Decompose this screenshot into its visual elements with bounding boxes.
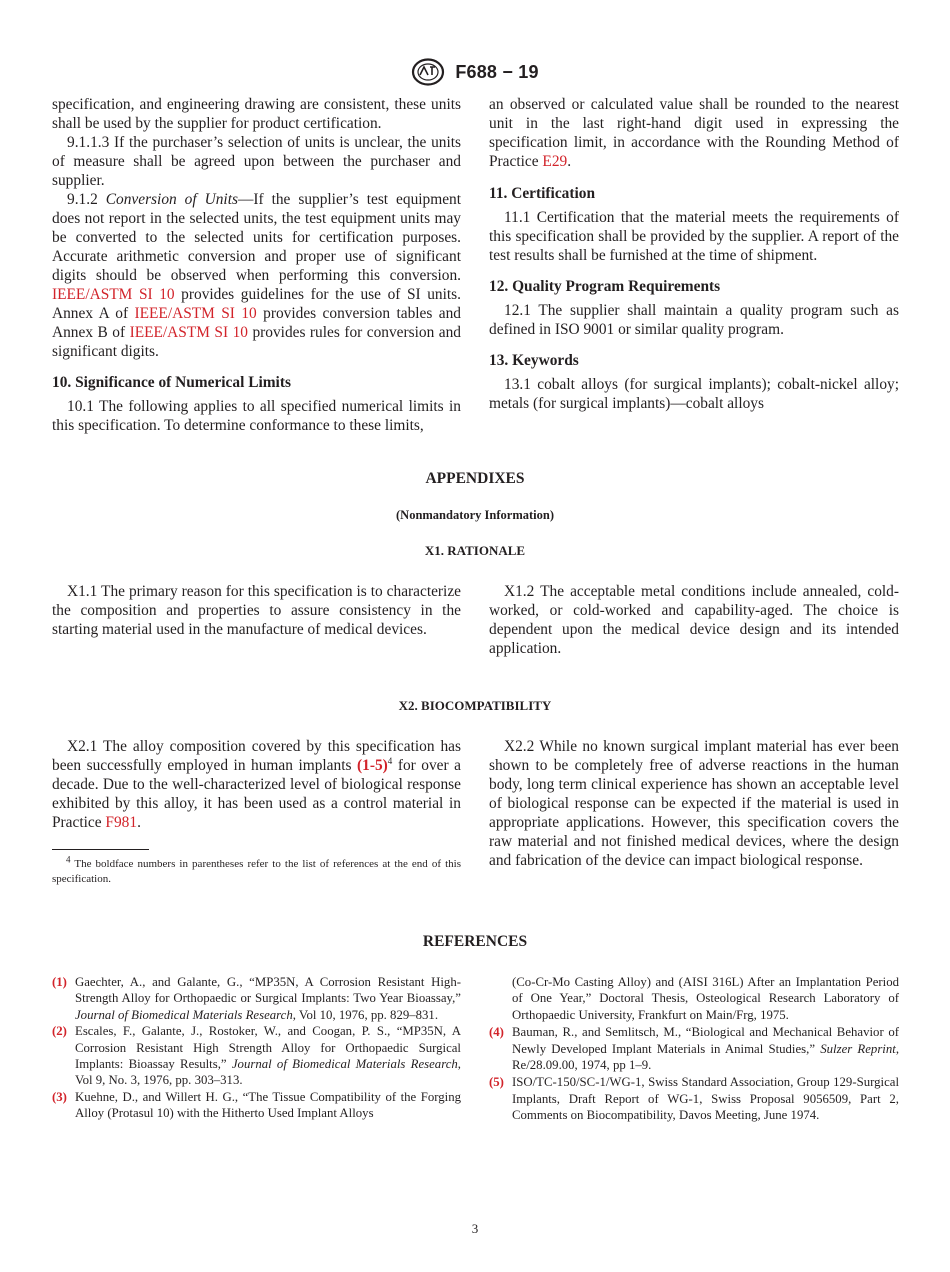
reference-item: (4) Bauman, R., and Semlitsch, M., “Biological and Mechanical Behavior of Newly Developed Implant Materials in Animal Studies,” Sulzer Reprint, Re/28.09.00, 1974, pp 1–9. [489,1025,900,1073]
paragraph: 9.1.1.3 If the purchaser’s selection of units is unclear, the units of measure shall be agreed upon between the purchaser and supplier. [52,134,461,189]
reference-item: (3) Kuehne, D., and Willert H. G., “The Tissue Compatibility of the Forging Alloy (Protasul 10) with the Hitherto Used Implant Alloys [52,1089,461,1121]
x2-left [52,737,461,832]
paragraph: 10.1 The following applies to all specified numerical limits in this specification. To determine conformance to these limits, [52,398,461,434]
footnote: $^4$ The boldface numbers in parentheses refer to the list of references at the end of this specification. [52,854,461,885]
x1-title: X1. RATIONALE [424,543,526,558]
footnote-divider [52,849,149,850]
paragraph: X1.2 The acceptable metal conditions include annealed, cold-worked, or cold-worked and capability-aged. The choice is dependent upon the medical device design and its intended application. [489,583,899,657]
paragraph: 13.1 cobalt alloys (for surgical implants); cobalt-nickel alloy; metals (for surgical implants)—cobalt alloys [489,376,899,412]
paragraph: 11.1 Certification that the material meets the requirements of this specification shall be provided by the supplier. A report of the test results shall be furnished at the time of shipment. [489,209,899,264]
page-header [0,58,950,86]
designation: F688 − 19 [455,61,539,82]
references-title: REFERENCES [422,933,528,950]
reference-number: (5) [489,1075,504,1090]
reference-item: (2) Escales, F., Galante, J., Rostoker, W., and Coogan, P. S., “MP35N, A Corrosion Resistant High Strength Alloy for Orthopaedic Surgical Implants: Bioassay Results,” Journal of Biomedical Materials Research, Vol 9, No. 3, 1976, pp. 303–313. [52,1024,461,1088]
paragraph: specification, and engineering drawing are consistent, these units shall be used by the supplier for product certification. [52,96,461,132]
x2-title: X2. BIOCOMPATIBILITY [398,698,552,713]
section-heading: 10. Significance of Numerical Limits [52,374,291,391]
paragraph: 9.1.2 Conversion of Units—If the supplier’s test equipment does not report in the selected units, the test equipment units may be converted to the selected units for certification purposes. Accurate arithmetic conversion and proper use of significant digits should be observed when performing this conversion. IEEE/ASTM SI 10 provides guidelines for the use of SI units. Annex A of IEEE/ASTM SI 10 provides conversion tables and Annex B of IEEE/ASTM SI 10 provides rules for conversion and significant digits. [52,191,462,360]
reference-item: (5) ISO/TC-150/SC-1/WG-1, Swiss Standard Association, Group 129-Surgical Implants, Draft Report of WG-1, Swiss Proposal 9056509, Part 2, Comments on Biocompatibility, Davos Meeting, June 1974. [489,1075,899,1123]
italic-title: Conversion of Units [105,191,238,208]
reference-link[interactable]: (1-5) [357,757,388,774]
paragraph: an observed or calculated value shall be rounded to the nearest unit in the last right-hand digit used in expressing the specification limit, in accordance with the Rounding Method of Practice E29. [489,96,899,170]
section-heading: 11. Certification [489,185,595,202]
astm-logo-icon [411,58,445,86]
reference-number: (1) [52,975,67,989]
paragraph: X2.2 While no known surgical implant material has ever been shown to be completely free of adverse reactions in the human body, long term clinical experience has shown an acceptable level of biological response can be expected if the material is used in appropriate applications. However, this specification covers the raw material and not finished medical devices, where the design and fabrication of the device can impact biological response. [489,738,899,869]
x1-left [52,582,461,639]
reference-number: (3) [52,1089,67,1104]
reference-number: (2) [52,1024,67,1039]
link-si10[interactable]: IEEE/ASTM SI 10 [129,324,248,341]
paragraph: X2.1 The alloy composition covered by this specification has been successfully employed in human implants $(1-5)^4$ for over a decade. Due to the well-characterized level of biological response exhibited by this alloy, it has been used as a control material in Practice F981. [52,738,461,831]
reference-item: (1) Gaechter, A., and Galante, G., “MP35N, A Corrosion Resistant High-Strength Alloy for Orthopaedic or Surgical Implants: Two Year Bioassay,” Journal of Biomedical Materials Research, Vol 10, 1976, pp. 829–831. [52,975,461,1022]
paragraph: X1.1 The primary reason for this specification is to characterize the composition and properties to assure consistency in the starting material used in the manufacture of medical devices. [52,583,461,638]
references-left [52,974,461,1122]
right-column-top [489,95,899,413]
link-f981[interactable]: F981 [105,814,138,831]
paragraph: 12.1 The supplier shall maintain a quality program such as defined in ISO 9001 or similar quality program. [489,302,899,338]
link-si10[interactable]: IEEE/ASTM SI 10 [134,305,257,322]
section-heading: 12. Quality Program Requirements [489,278,721,295]
section-heading: 13. Keywords [489,352,579,369]
appendixes-title: APPENDIXES [425,470,525,487]
references-right [489,974,899,1124]
x1-right [489,582,899,658]
page-number: 3 [471,1221,479,1236]
reference-number: (4) [489,1025,504,1040]
footnote-marker: 4 [387,755,393,766]
link-si10[interactable]: IEEE/ASTM SI 10 [52,286,175,303]
link-e29[interactable]: E29 [542,153,568,170]
reference-continuation: (Co-Cr-Mo Casting Alloy) and (AISI 316L) After an Implantation Period of One Year,” Doctoral Thesis, Osteological Research Laboratory of Orthopaedic University, Frankfurt on Main/Frg, 1975. [512,975,899,1022]
appendixes-subtitle: (Nonmandatory Information) [396,508,554,522]
left-column-top [52,95,461,435]
x2-right [489,737,899,870]
